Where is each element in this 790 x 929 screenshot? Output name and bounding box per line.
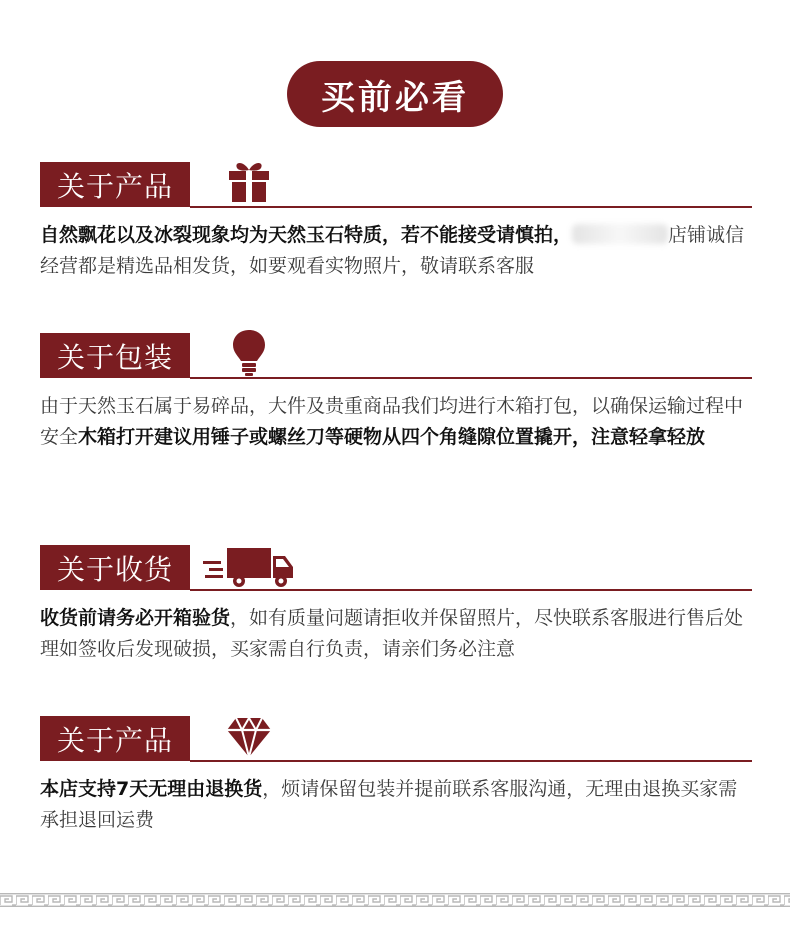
section-text (40, 220, 752, 282)
section-about-packaging (40, 333, 752, 453)
bold-text: 本店支持7天无理由退换货 (40, 778, 263, 800)
page-title: 买前必看 (287, 61, 503, 127)
section-about-product (40, 162, 752, 282)
section-header (40, 162, 752, 208)
normal-text: ，如有质量问题请拒收并保留照片，尽快联系客服进行售后处理如签收后发现破损，买家需自行负责，请亲们务必注意 (40, 607, 744, 660)
section-text (40, 603, 752, 665)
section-header (40, 716, 752, 762)
bold-text: 收货前请务必开箱验货 (40, 607, 231, 629)
section-label: 关于产品 (40, 162, 190, 207)
section-text (40, 774, 752, 836)
section-text (40, 391, 752, 453)
section-label: 关于收货 (40, 545, 190, 590)
section-header (40, 545, 752, 591)
delivery-truck-icon (203, 544, 297, 590)
section-header (40, 333, 752, 379)
normal-text: 店铺诚信经营都是精选品相发货，如要观看实物照片，敬请联系客服 (40, 224, 745, 277)
section-divider (190, 206, 752, 208)
diamond-icon (226, 716, 272, 758)
section-about-receiving (40, 545, 752, 665)
decorative-border (0, 893, 790, 907)
normal-text: 由于天然玉石属于易碎品，大件及贵重商品我们均进行木箱打包，以确保运输过程中安全 (40, 395, 744, 448)
section-label: 关于包装 (40, 333, 190, 378)
blurred-shop-name (572, 224, 668, 244)
section-about-product-return (40, 716, 752, 836)
gift-icon (226, 158, 272, 204)
section-label: 关于产品 (40, 716, 190, 761)
lightbulb-icon (232, 329, 266, 377)
normal-text: ，烦请保留包装并提前联系客服沟通，无理由退换买家需承担退回运费 (40, 778, 738, 831)
bold-text: 木箱打开建议用锤子或螺丝刀等硬物从四个角缝隙位置撬开，注意轻拿轻放 (78, 426, 706, 448)
section-divider (190, 760, 752, 762)
bold-text: 自然飘花以及冰裂现象均为天然玉石特质，若不能接受请慎拍， (40, 224, 573, 246)
section-divider (190, 377, 752, 379)
